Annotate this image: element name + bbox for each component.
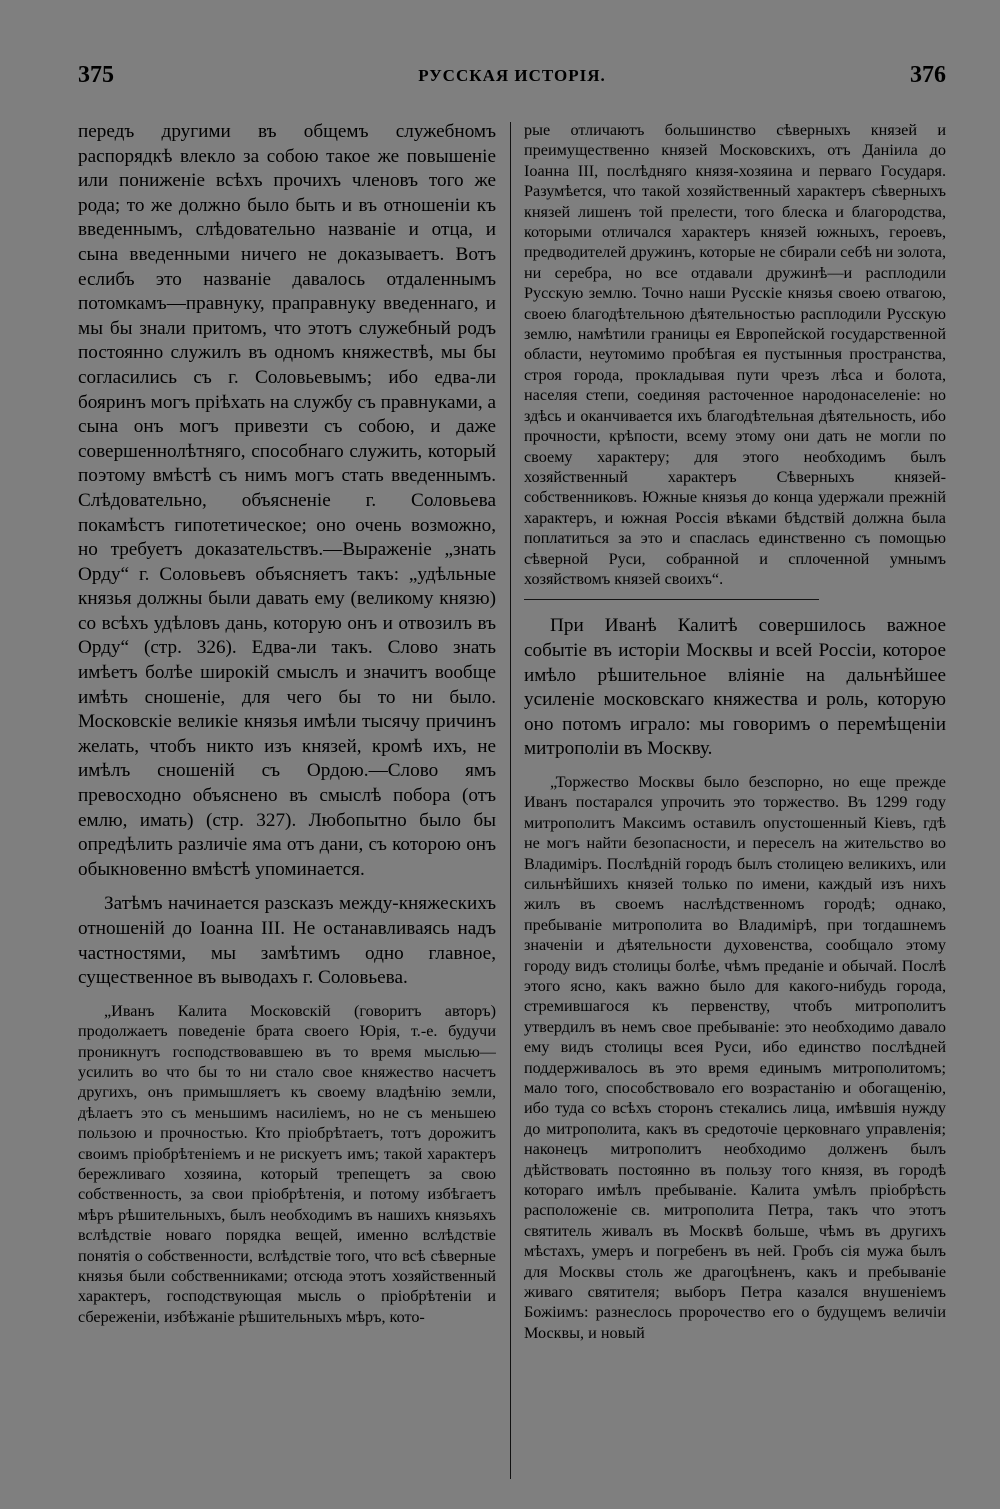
right-paragraph-3: При Иванѣ Калитѣ совершилось важное событіе въ исторіи Москвы и всей Россіи, которое имѣло рѣшительное вліяніе на дальнѣйшее усиленіе московскаго княжества и роль, которую оно потомъ играло: мы говоримъ о перемѣщеніи митрополіи въ Москву.: [524, 615, 946, 760]
page-number-right: 376: [910, 62, 946, 88]
right-quote-1-continued: рые отличаютъ большинство сѣверныхъ князей и преимущественно князей Московскихъ, отъ Даніила до Іоанна III, послѣдняго князя-хозяина и перваго Государя. Разумѣется, что такой хозяйственный характеръ сѣверныхъ князей лишенъ той прелести, того блеска и благородства, которыми отличался характеръ князей южныхъ, героевъ, предводителей дружинъ, которые не сбирали себѣ ни золота, ни серебра, но все отдавали дружинѣ—и расплодили Русскую землю. Точно наши Русскіе князья своею отвагою, своею благодѣтельною дѣятельностью расплодили Русскую землю, намѣтили границы ея Европейской государственной области, неутомимо пробѣгая ея пустынныя пространства, строя города, прокладывая пути чрезъ лѣса и болота, населяя степи, соединяя расточенное народонаселеніе: но здѣсь и оканчивается ихъ благодѣтельная дѣятельность, ибо прочности, крѣпости, всему этому они дать не могли по своему характеру; для этого необходимъ былъ хозяйственный характеръ Сѣверныхъ князей-собственниковъ. Южные князья до конца удержали прежній характеръ, и южная Россія вѣками бѣдствій должна была поплатиться за это и спаслась единственно съ помощью сѣверной Руси, собранной и сплоченной умнымъ хозяйствомъ князей своихъ“.: [524, 121, 946, 588]
page-number-left: 375: [78, 62, 114, 88]
left-quote-1: „Иванъ Калита Московскій (говоритъ авторъ) продолжаетъ поведеніе брата своего Юрія, т.-е. будучи проникнутъ господствовавшею въ то время мыслью—усилить во что бы то ни стало свое княжество насчетъ другихъ, онъ примышляетъ къ своему владѣнію земли, дѣлаетъ это съ меньшимъ насиліемъ, но не съ меньшею пользою и прочностью. Кто пріобрѣтаетъ, тотъ дорожитъ своимъ пріобрѣтеніемъ и не рискуетъ имъ; такой характеръ бережливаго хозяина, который трепещетъ за свою собственность, за свои пріобрѣтенія, и потому избѣгаетъ мѣръ рѣшительныхъ, былъ необходимъ въ нашихъ князьяхъ вслѣдствіе новаго порядка вещей, именно вслѣдствіе понятія о собственности, вслѣдствіе того, что всѣ сѣверные князья были собственниками; отсюда этотъ хозяйственный характеръ, господствующая мысль о пріобрѣтеніи и сбереженіи, избѣжаніе рѣшительныхъ мѣръ, кото-: [78, 1001, 496, 1326]
right-quote-2: „Торжество Москвы было безспорно, но еще прежде Иванъ постарался упрочить это торжество. Въ 1299 году митрополитъ Максимъ оставилъ опустошенный Кіевъ, гдѣ не могъ найти безопасности, и переселъ на жительство во Владиміръ. Послѣдній городъ былъ столицею великихъ, или сильнѣйшихъ князей только по имени, каждый изъ нихъ жилъ въ своемъ наслѣдственномъ городѣ; однако, пребываніе митрополита во Владимірѣ, при тогдашнемъ значеніи и дѣятельности духовенства, сообщало этому городу видъ столицы болѣе, чѣмъ преданіе и обычай. Послѣ этого ясно, какъ важно было для какого-нибудь города, стремившагося къ первенству, чтобъ митрополитъ утвердилъ въ немъ свое пребываніе: это необходимо давало ему видъ столицы всея Руси, ибо единство послѣдней поддерживалось въ это время единымъ митрополитомъ; мало того, способствовало его возрастанію и обогащенію, ибо туда со всѣхъ сторонъ стекались лица, имѣвшія нужду до митрополита, какъ въ средоточіе церковнаго управленія; наконецъ митрополитъ необходимо долженъ былъ дѣйствовать постоянно въ пользу того князя, въ городѣ котораго имѣлъ пребываніе. Калита умѣлъ пріобрѣсть расположеніе св. митрополита Петра, такъ что этотъ святитель живалъ въ Москвѣ больше, чѣмъ въ другихъ мѣстахъ, умеръ и погребенъ въ ней. Гробъ сія мужа былъ для Москвы столь же драгоцѣненъ, какъ и пребываніе живаго святителя; выборъ Петра казался внушеніемъ Божіимъ: разнеслось пророчество его о будущемъ величіи Москвы, и новый: [524, 772, 946, 1342]
right-column: [524, 120, 946, 1489]
column-divider: [510, 122, 511, 1479]
left-column: [78, 120, 496, 1489]
left-paragraph-2: Затѣмъ начинается разсказъ между-княжескихъ отношеній до Іоанна III. Не останавливаясь надъ частностями, мы замѣтимъ одно главное, существенное въ выводахъ г. Соловьева.: [78, 893, 496, 989]
running-title: РУССКАЯ ИСТОРІЯ.: [418, 66, 606, 85]
section-rule: [524, 599, 819, 600]
page-header: [78, 62, 946, 98]
left-paragraph-1: передъ другими въ общемъ служебномъ распорядкѣ влекло за собою такое же повышеніе или пониженіе всѣхъ прочихъ членовъ того же рода; то же должно было быть и въ отношеніи къ введеннымъ, слѣдовательно названіе и отца, и сына введенными ничего не доказываетъ. Вотъ еслибъ это названіе давалось отдаленнымъ потомкамъ—правнуку, праправнуку введеннаго, и мы бы знали притомъ, что этотъ служебный родъ постоянно служилъ въ одномъ княжествѣ, мы бы согласились съ г. Соловьевымъ; ибо едва-ли бояринъ могъ пріѣхать на службу съ правнуками, а сына онъ могъ привезти съ собою, и даже совершеннолѣтняго, способнаго служить, который поэтому вмѣстѣ съ нимъ могъ стать введеннымъ. Слѣдовательно, объясненіе г. Соловьева покамѣстъ гипотетическое; оно очень возможно, но требуетъ доказательствъ.—Выраженіе „знать Орду“ г. Соловьевъ объясняетъ такъ: „удѣльные князья должны были давать ему (великому князю) со всѣхъ удѣловъ дань, которую онъ и отвозилъ въ Орду“ (стр. 326). Едва-ли такъ. Слово знать имѣетъ болѣе широкій смыслъ и значитъ вообще имѣть сношеніе, для чего бы то ни было. Московскіе великіе князья имѣли тысячу причинъ желать, чтобъ никто изъ князей, кромѣ ихъ, не имѣлъ сношеній съ Ордою.—Слово ямъ превосходно объяснено въ смыслѣ побора (отъ емлю, имать) (стр. 327). Любопытно было бы опредѣлить различіе яма отъ дани, съ которою онъ обыкновенно вмѣстѣ упоминается.: [78, 121, 496, 880]
